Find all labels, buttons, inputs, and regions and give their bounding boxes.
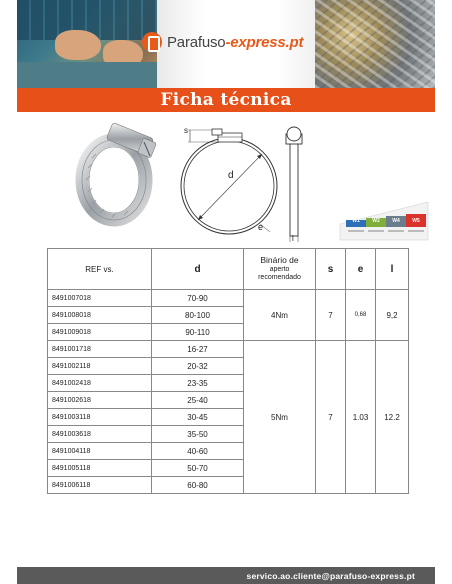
grade-w5: W5 [412, 218, 420, 224]
ref-cell: 8491003118 [48, 409, 152, 426]
d-cell: 35-50 [152, 426, 244, 443]
col-header-s: s [316, 249, 346, 290]
dimension-d-label: d [228, 170, 234, 181]
col-header-ref: REF vs. [48, 249, 152, 290]
col-header-e: e [346, 249, 376, 290]
grade-w1: W1 [352, 218, 360, 224]
dimension-e-label: e [258, 222, 264, 232]
d-cell: 80-100 [152, 307, 244, 324]
ref-cell: 8491007018 [48, 290, 152, 307]
d-cell: 30-45 [152, 409, 244, 426]
binario-cell: 4Nm [244, 290, 316, 341]
d-cell: 23-35 [152, 375, 244, 392]
ref-cell: 8491003618 [48, 426, 152, 443]
ref-cell: 8491005118 [48, 460, 152, 477]
d-cell: 60-80 [152, 477, 244, 494]
s-cell: 7 [316, 290, 346, 341]
l-cell: 9,2 [376, 290, 409, 341]
dimension-s-label: s [184, 126, 188, 135]
col-header-binario: Binário de aperto recomendado [244, 249, 316, 290]
hose-clamp-photo [74, 118, 164, 228]
footer-bar [17, 567, 435, 584]
ref-cell: 8491006118 [48, 477, 152, 494]
logo-icon [142, 32, 162, 52]
dimension-l-label: l [292, 234, 294, 243]
ref-cell: 8491002618 [48, 392, 152, 409]
ref-cell: 8491004118 [48, 443, 152, 460]
screws-photo [315, 0, 435, 88]
d-cell: 90-110 [152, 324, 244, 341]
product-drawings [0, 112, 452, 247]
col-header-d: d [152, 249, 244, 290]
ref-cell: 8491002118 [48, 358, 152, 375]
support-email-link[interactable]: servico.ao.cliente@parafuso-express.pt [246, 570, 415, 581]
ref-cell: 8491002418 [48, 375, 152, 392]
technical-drawing [176, 116, 336, 246]
table-row [48, 290, 409, 307]
s-cell: 7 [316, 341, 346, 494]
logo-text: Parafuso-express.pt [167, 33, 304, 51]
page-title: Ficha técnica [160, 90, 292, 110]
ref-cell: 8491008018 [48, 307, 152, 324]
d-cell: 16-27 [152, 341, 244, 358]
spec-table [47, 248, 409, 494]
col-header-l: l [376, 249, 409, 290]
title-bar [17, 88, 435, 112]
ref-cell: 8491009018 [48, 324, 152, 341]
d-cell: 40-60 [152, 443, 244, 460]
grade-w2: W2 [372, 218, 380, 224]
d-cell: 25-40 [152, 392, 244, 409]
workshop-photo [17, 0, 157, 88]
e-cell: 1.03 [346, 341, 376, 494]
grade-w4: W4 [392, 218, 400, 224]
brand-logo[interactable] [142, 32, 303, 52]
d-cell: 20-32 [152, 358, 244, 375]
binario-cell: 5Nm [244, 341, 316, 494]
l-cell: 12.2 [376, 341, 409, 494]
ref-cell: 8491001718 [48, 341, 152, 358]
e-cell: 0,68 [346, 290, 376, 341]
table-row [48, 341, 409, 358]
table-header-row [48, 249, 409, 290]
d-cell: 50-70 [152, 460, 244, 477]
d-cell: 70-90 [152, 290, 244, 307]
